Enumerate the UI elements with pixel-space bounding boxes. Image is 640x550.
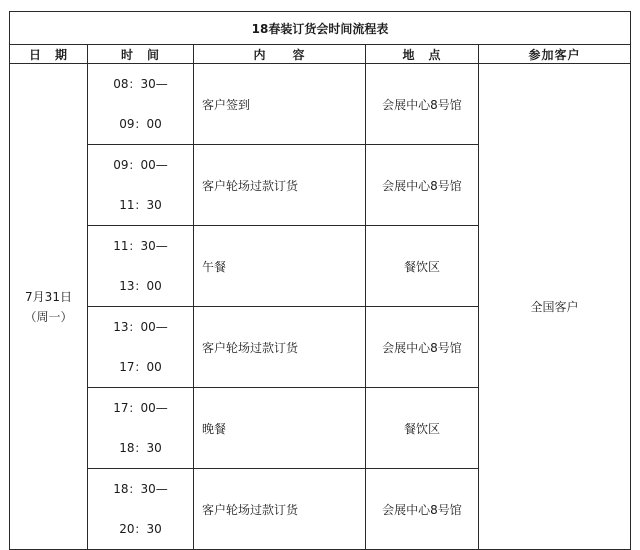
location-cell: 会展中心8号馆: [366, 64, 479, 145]
content-cell: 客户轮场过款订货: [194, 145, 366, 226]
header-location: 地 点: [366, 45, 479, 64]
date-weekday: （周一）: [24, 309, 73, 324]
time-cell: [88, 64, 194, 145]
time-end: 20：30: [119, 522, 162, 536]
time-cell: [88, 145, 194, 226]
time-cell: [88, 226, 194, 307]
location-cell: 会展中心8号馆: [366, 469, 479, 550]
date-cell: [10, 64, 88, 550]
content-cell: 客户轮场过款订货: [194, 307, 366, 388]
location-cell: 餐饮区: [366, 226, 479, 307]
location-cell: 餐饮区: [366, 388, 479, 469]
time-start: 11：30—: [113, 239, 168, 253]
table-row: [10, 64, 631, 145]
time-cell: [88, 469, 194, 550]
content-cell: 客户轮场过款订货: [194, 469, 366, 550]
time-start: 08：30—: [113, 77, 168, 91]
time-end: 13：00: [119, 279, 162, 293]
table-title: 18春装订货会时间流程表: [10, 12, 631, 45]
time-start: 13：00—: [113, 320, 168, 334]
header-date: 日 期: [10, 45, 88, 64]
time-end: 17：00: [119, 360, 162, 374]
header-content: 内 容: [194, 45, 366, 64]
time-end: 18：30: [119, 441, 162, 455]
time-end: 09：00: [119, 117, 162, 131]
location-cell: 会展中心8号馆: [366, 307, 479, 388]
location-cell: 会展中心8号馆: [366, 145, 479, 226]
time-start: 18：30—: [113, 482, 168, 496]
time-end: 11：30: [119, 198, 162, 212]
time-start: 09：00—: [113, 158, 168, 172]
time-start: 17：00—: [113, 401, 168, 415]
schedule-table: [9, 11, 631, 550]
time-cell: [88, 307, 194, 388]
customers-cell: 全国客户: [479, 64, 631, 550]
header-time: 时 间: [88, 45, 194, 64]
content-cell: 客户签到: [194, 64, 366, 145]
header-row: [10, 45, 631, 64]
content-cell: 午餐: [194, 226, 366, 307]
content-cell: 晚餐: [194, 388, 366, 469]
date-day: 7月31日: [25, 289, 72, 304]
header-customers: 参加客户: [479, 45, 631, 64]
time-cell: [88, 388, 194, 469]
